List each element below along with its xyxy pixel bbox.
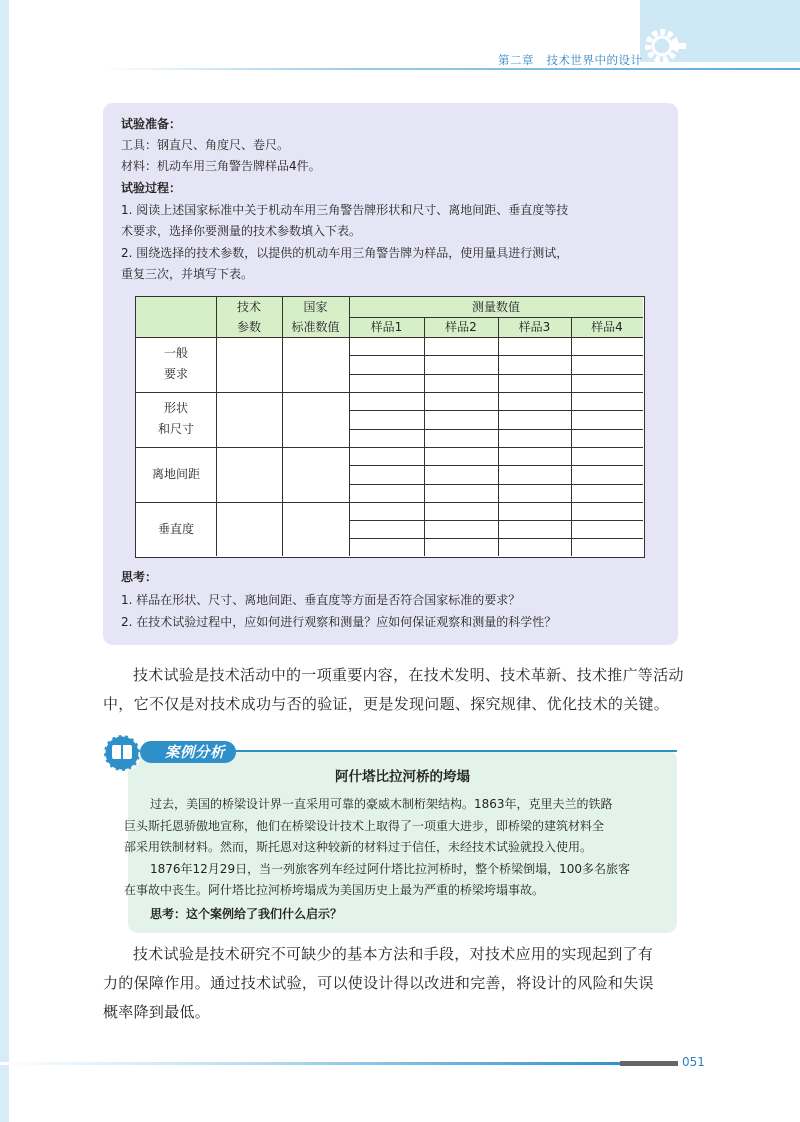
row-label: 要求 <box>163 367 188 381</box>
page-number: 051 <box>682 1055 705 1069</box>
table-hline <box>136 502 643 503</box>
running-header <box>498 52 642 68</box>
header-rule <box>100 68 800 70</box>
left-margin-strip <box>0 0 9 1122</box>
table-hline <box>349 374 643 375</box>
header-param-line1: 技术 <box>236 300 261 314</box>
tools-line: 工具：钢直尺、角度尺、卷尺。 <box>121 138 290 152</box>
header-standard-line1: 国家 <box>303 300 328 314</box>
footer-bar <box>620 1061 678 1066</box>
body-paragraph-2-line3: 概率降到最低。 <box>103 1003 211 1021</box>
table-hline <box>349 538 643 539</box>
header-sample: 样品3 <box>518 320 551 334</box>
header-sample: 样品2 <box>445 320 477 334</box>
table-hline <box>136 392 643 393</box>
case-p2-line2: 在事故中丧生。阿什塔比拉河桥垮塌成为美国历史上最为严重的桥梁垮塌事故。 <box>124 883 545 897</box>
chapter-label: 第二章 <box>498 53 534 67</box>
gear-icon <box>640 22 690 68</box>
table-hline <box>349 484 643 485</box>
step1-line1: 1. 阅读上述国家标准中关于机动车用三角警告牌形状和尺寸、离地间距、垂直度等技 <box>121 203 569 217</box>
case-p1-line1: 过去，美国的桥梁设计界一直采用可靠的豪威木制桁架结构。1863年，克里夫兰的铁路 <box>150 797 613 811</box>
case-label: 案例分析 <box>165 745 225 761</box>
process-heading: 试验过程： <box>121 181 182 195</box>
row-label: 形状 <box>163 401 188 415</box>
question-2: 2. 在技术试验过程中，应如何进行观察和测量？应如何保证观察和测量的科学性？ <box>121 615 557 629</box>
table-hline <box>349 465 643 466</box>
table-hline <box>349 520 643 521</box>
think-heading: 思考： <box>121 570 158 584</box>
case-p1-line3: 部采用铁制材料。然而，斯托恩对这种较新的材料过于信任，未经技术试验就投入使用。 <box>124 840 593 854</box>
header-standard-line2: 标准数值 <box>291 320 340 334</box>
step2-line2: 重复三次，并填写下表。 <box>121 267 254 281</box>
question-1: 1. 样品在形状、尺寸、离地间距、垂直度等方面是否符合国家标准的要求？ <box>121 593 521 607</box>
body-paragraph-2-line1: 技术试验是技术研究不可缺少的基本方法和手段，对技术应用的实现起到了有 <box>133 945 654 963</box>
header-sample: 样品1 <box>370 320 403 334</box>
step2-line1: 2. 围绕选择的技术参数，以提供的机动车用三角警告牌为样品，使用量具进行测试， <box>121 246 569 260</box>
row-label: 一般 <box>163 346 188 360</box>
case-header-rule <box>232 750 677 752</box>
case-p2-line1: 1876年12月29日，当一列旅客列车经过阿什塔比拉河桥时，整个桥梁倒塌，100多名旅客 <box>150 862 630 876</box>
header-sample: 样品4 <box>591 320 623 334</box>
chapter-title: 技术世界中的设计 <box>546 53 643 67</box>
body-paragraph-1-line1: 技术试验是技术活动中的一项重要内容，在技术发明、技术革新、技术推广等活动 <box>133 666 684 684</box>
row-label: 和尺寸 <box>157 422 194 436</box>
prep-heading: 试验准备： <box>121 117 182 131</box>
row-label: 垂直度 <box>157 522 194 536</box>
table-hline <box>349 429 643 430</box>
case-think: 思考：这个案例给了我们什么启示？ <box>150 907 343 921</box>
materials-line: 材料：机动车用三角警告牌样品4件。 <box>121 159 321 173</box>
header-param-line2: 参数 <box>236 320 261 334</box>
table-hline <box>349 410 643 411</box>
body-paragraph-2-line2: 力的保障作用。通过技术试验，可以使设计得以改进和完善，将设计的风险和失误 <box>103 974 654 992</box>
row-label: 离地间距 <box>151 467 200 481</box>
header-measured-values: 测量数值 <box>471 300 520 314</box>
step1-line2: 术要求，选择你要测量的技术参数填入下表。 <box>121 224 362 238</box>
measurement-table <box>135 296 645 558</box>
body-paragraph-1-line2: 中，它不仅是对技术成功与否的验证，更是发现问题、探究规律、优化技术的关键。 <box>103 695 670 713</box>
case-p1-line2: 巨头斯托恩骄傲地宣称，他们在桥梁设计技术上取得了一项重大进步，即桥梁的建筑材料全 <box>124 819 605 833</box>
table-hline <box>136 447 643 448</box>
footer-rule <box>0 1062 620 1065</box>
case-title: 阿什塔比拉河桥的垮塌 <box>335 769 470 785</box>
table-hline <box>349 355 643 356</box>
